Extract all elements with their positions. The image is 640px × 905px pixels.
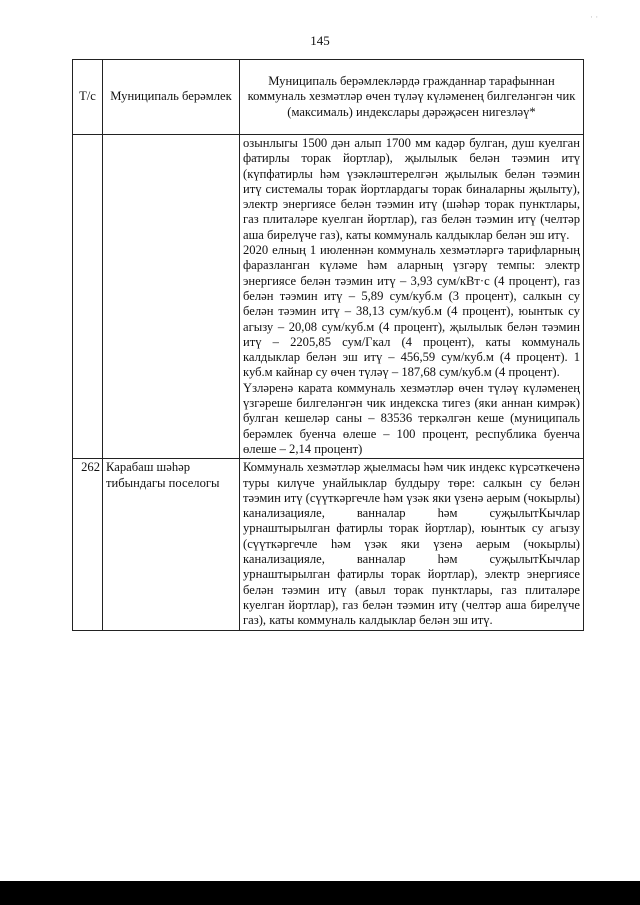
header-number: Т/с (73, 60, 103, 135)
header-justification: Муниципаль берәмлекләрдә гражданнар тарафыннан коммуналь хезмәтләр өчен түләү күләменең билгеләнгән чик (максималь) индекслары дәрәҗәсен нигезләү* (240, 60, 584, 135)
row-municipality (103, 135, 240, 459)
justification-paragraph: озынлыгы 1500 дән алып 1700 мм кадәр булган, душ куелган фатирлы торак йортлар), җылылык белән тәэмин итү (күпфатирлы һәм үзәкләштерелгән җылылык белән тәэмин итү системалы торак йортлардагы торак биналарны җылыту), электр энергиясе белән тәэмин итү (шәһәр торак пунктлары, газ плиталәре куелган йортлар), газ белән тәэмин итү (челтәр аша бирелүче газ), каты коммуналь калдыклар белән эш итү. (243, 136, 580, 242)
indices-table (72, 59, 584, 631)
page-number: 145 (310, 33, 330, 48)
row-number (73, 135, 103, 459)
header-municipality: Муниципаль берәмлек (103, 60, 240, 135)
justification-paragraph: 2020 елның 1 июленнән коммуналь хезмәтләргә тарифларның фаразланган күләме һәм аларның үзгәрү темпы: электр энергиясе белән тәэмин итү – 3,93 сум/кВт·с (4 процент), газ белән тәэмин итү – 5,89 сум/куб.м (3 процент), салкын су белән тәэмин итү – 38,13 сум/куб.м (4 процент), юынтык су агызу – 20,08 сум/куб.м (4 процент), җылылык белән тәэмин итү – 2205,85 сум/Гкал (4 процент), каты коммуналь калдыклар белән эш итү – 456,59 сум/куб.м (4 процент). 1 куб.м кайнар су өчен түләү – 187,68 сум/куб.м (4 процент). (243, 243, 580, 380)
row-municipality: Карабаш шәһәр тибындагы поселогы (103, 459, 240, 630)
table-header-row (73, 60, 584, 135)
justification-paragraph: Коммуналь хезмәтләр җыелмасы һәм чик индекс күрсәткеченә туры килүче унайлыклар булдыру төре: салкын су белән тәэмин итү (сүүткәргечле һәм үзәк яки үзенә аерым (чокырлы) канализацияле, ванналар һәм суҗылытКычлар урнаштырылган фатирлы торак йортлар), юынтык су агызу (сүүткәргечле һәм үзәк яки үзенә аерым (чокырлы) канализацияле, ванналар һәм суҗылытКычлар урнаштырылган фатирлы торак йортлар), электр энергиясе белән тәэмин итү (авыл торак пунктлары, газ плиталәре куелган йортлар), газ белән тәэмин итү (челтәр аша бирелүче газ), каты коммуналь калдыклар белән эш итү. (243, 460, 580, 628)
table-row (73, 459, 584, 630)
row-justification (240, 459, 584, 630)
scan-mark: · · (590, 12, 599, 22)
scan-bottom-edge (0, 881, 640, 905)
row-number: 262 (73, 459, 103, 630)
justification-paragraph: Үзләренә карата коммуналь хезмәтләр өчен түләү күләменең үзгәреше билгеләнгән чик индекска тигез (яки аннан кимрәк) булган кешеләр саны – 83536 теркәлгән кеше (муниципаль берәмлек буенча өлеше – 100 процент, республика буенча өлеше – 2,14 процент) (243, 380, 580, 456)
table-row (73, 135, 584, 459)
row-justification (240, 135, 584, 459)
